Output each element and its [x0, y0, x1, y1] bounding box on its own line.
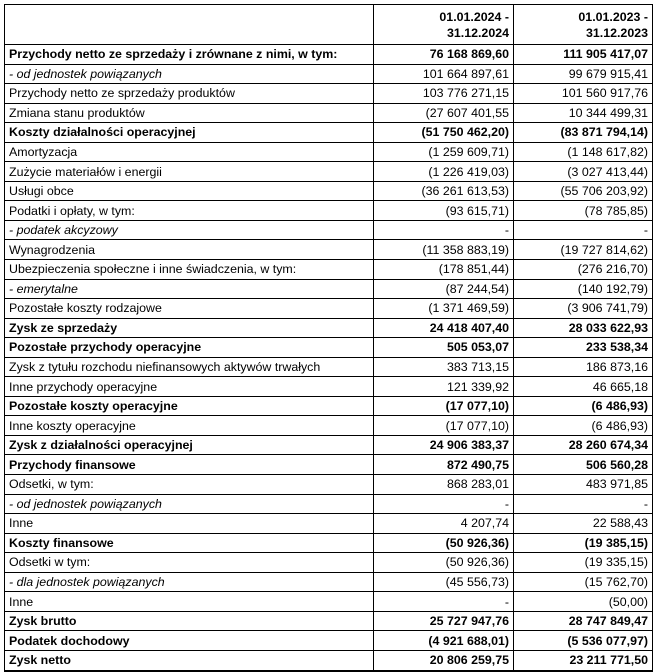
- value-2023: 101 560 917,76: [514, 84, 653, 104]
- value-2024: 24 418 407,40: [374, 318, 514, 338]
- value-2023: (19 727 814,62): [514, 240, 653, 260]
- income-statement-table: [4, 4, 653, 672]
- row-label: Zysk brutto: [5, 611, 374, 631]
- table-row: [5, 553, 653, 573]
- value-2023: 28 033 622,93: [514, 318, 653, 338]
- table-row: [5, 318, 653, 338]
- table-row: [5, 123, 653, 143]
- row-label: Zysk netto: [5, 650, 374, 670]
- value-2024: (1 259 609,71): [374, 142, 514, 162]
- row-label: - od jednostek powiązanych: [5, 64, 374, 84]
- income-statement-body: [5, 5, 653, 671]
- table-row: [5, 103, 653, 123]
- table-row: [5, 611, 653, 631]
- value-2023: (3 906 741,79): [514, 299, 653, 319]
- value-2024: 76 168 869,60: [374, 45, 514, 65]
- value-2024: 20 806 259,75: [374, 650, 514, 670]
- header-period-2023-end: 31.12.2023: [585, 25, 648, 40]
- value-2023: 28 260 674,34: [514, 435, 653, 455]
- row-label: Inne: [5, 514, 374, 534]
- value-2023: 23 211 771,50: [514, 650, 653, 670]
- value-2024: (17 077,10): [374, 396, 514, 416]
- row-label: Amortyzacja: [5, 142, 374, 162]
- table-row: [5, 533, 653, 553]
- row-label: - podatek akcyzowy: [5, 220, 374, 240]
- header-period-2024: [374, 5, 514, 45]
- row-label: Wynagrodzenia: [5, 240, 374, 260]
- table-row: [5, 357, 653, 377]
- value-2023: 111 905 417,07: [514, 45, 653, 65]
- header-period-2023-start: 01.01.2023 -: [578, 9, 648, 24]
- header-period-2024-end: 31.12.2024: [446, 25, 509, 40]
- value-2024: (50 926,36): [374, 553, 514, 573]
- row-label: Przychody finansowe: [5, 455, 374, 475]
- value-2023: 46 665,18: [514, 377, 653, 397]
- row-label: - dla jednostek powiązanych: [5, 572, 374, 592]
- value-2024: (178 851,44): [374, 260, 514, 280]
- table-row: [5, 377, 653, 397]
- value-2023: (15 762,70): [514, 572, 653, 592]
- row-label: Pozostałe koszty operacyjne: [5, 396, 374, 416]
- value-2024: -: [374, 220, 514, 240]
- row-label: Inne: [5, 592, 374, 612]
- table-row: [5, 631, 653, 651]
- value-2023: (19 335,15): [514, 553, 653, 573]
- value-2023: 506 560,28: [514, 455, 653, 475]
- value-2023: -: [514, 494, 653, 514]
- table-row: [5, 514, 653, 534]
- table-row: [5, 592, 653, 612]
- value-2023: (5 536 077,97): [514, 631, 653, 651]
- table-row: [5, 64, 653, 84]
- row-label: Ubezpieczenia społeczne i inne świadczenia, w tym:: [5, 260, 374, 280]
- header-period-2024-start: 01.01.2024 -: [439, 9, 509, 24]
- value-2024: (87 244,54): [374, 279, 514, 299]
- value-2024: 103 776 271,15: [374, 84, 514, 104]
- table-row: [5, 45, 653, 65]
- row-label: Podatki i opłaty, w tym:: [5, 201, 374, 221]
- table-row: [5, 494, 653, 514]
- row-label: - emerytalne: [5, 279, 374, 299]
- row-label: Koszty działalności operacyjnej: [5, 123, 374, 143]
- row-label: Zmiana stanu produktów: [5, 103, 374, 123]
- value-2024: (36 261 613,53): [374, 181, 514, 201]
- value-2024: (1 371 469,59): [374, 299, 514, 319]
- value-2024: 505 053,07: [374, 338, 514, 358]
- value-2024: (17 077,10): [374, 416, 514, 436]
- value-2024: (4 921 688,01): [374, 631, 514, 651]
- value-2023: (140 192,79): [514, 279, 653, 299]
- value-2023: -: [514, 220, 653, 240]
- value-2023: (50,00): [514, 592, 653, 612]
- value-2024: (1 226 419,03): [374, 162, 514, 182]
- value-2024: 101 664 897,61: [374, 64, 514, 84]
- table-row: [5, 181, 653, 201]
- header-row: [5, 5, 653, 45]
- value-2023: 483 971,85: [514, 475, 653, 495]
- value-2023: 28 747 849,47: [514, 611, 653, 631]
- value-2023: (19 385,15): [514, 533, 653, 553]
- value-2023: 10 344 499,31: [514, 103, 653, 123]
- value-2024: 868 283,01: [374, 475, 514, 495]
- row-label: Zużycie materiałów i energii: [5, 162, 374, 182]
- row-label: Pozostałe koszty rodzajowe: [5, 299, 374, 319]
- value-2023: (55 706 203,92): [514, 181, 653, 201]
- table-row: [5, 162, 653, 182]
- row-label: Inne koszty operacyjne: [5, 416, 374, 436]
- row-label: Zysk ze sprzedaży: [5, 318, 374, 338]
- value-2023: (6 486,93): [514, 416, 653, 436]
- value-2024: (11 358 883,19): [374, 240, 514, 260]
- table-row: [5, 201, 653, 221]
- header-period-2023: [514, 5, 653, 45]
- table-row: [5, 260, 653, 280]
- table-row: [5, 84, 653, 104]
- value-2023: (6 486,93): [514, 396, 653, 416]
- value-2024: 121 339,92: [374, 377, 514, 397]
- value-2023: (276 216,70): [514, 260, 653, 280]
- value-2023: 186 873,16: [514, 357, 653, 377]
- table-row: [5, 475, 653, 495]
- row-label: Podatek dochodowy: [5, 631, 374, 651]
- row-label: Przychody netto ze sprzedaży produktów: [5, 84, 374, 104]
- row-label: Usługi obce: [5, 181, 374, 201]
- value-2024: (50 926,36): [374, 533, 514, 553]
- table-row: [5, 396, 653, 416]
- table-row: [5, 435, 653, 455]
- value-2024: -: [374, 592, 514, 612]
- value-2023: 22 588,43: [514, 514, 653, 534]
- row-label: Inne przychody operacyjne: [5, 377, 374, 397]
- table-row: [5, 299, 653, 319]
- table-row: [5, 240, 653, 260]
- table-row: [5, 338, 653, 358]
- row-label: Koszty finansowe: [5, 533, 374, 553]
- row-label: Zysk z działalności operacyjnej: [5, 435, 374, 455]
- table-row: [5, 455, 653, 475]
- value-2024: 872 490,75: [374, 455, 514, 475]
- value-2023: 233 538,34: [514, 338, 653, 358]
- row-label: Przychody netto ze sprzedaży i zrównane z nimi, w tym:: [5, 45, 374, 65]
- row-label: - od jednostek powiązanych: [5, 494, 374, 514]
- row-label: Pozostałe przychody operacyjne: [5, 338, 374, 358]
- value-2024: -: [374, 494, 514, 514]
- table-row: [5, 650, 653, 670]
- value-2024: 4 207,74: [374, 514, 514, 534]
- value-2024: 383 713,15: [374, 357, 514, 377]
- value-2023: (83 871 794,14): [514, 123, 653, 143]
- table-row: [5, 572, 653, 592]
- table-row: [5, 220, 653, 240]
- value-2024: 25 727 947,76: [374, 611, 514, 631]
- row-label: Odsetki, w tym:: [5, 475, 374, 495]
- row-label: Zysk z tytułu rozchodu niefinansowych aktywów trwałych: [5, 357, 374, 377]
- value-2023: (1 148 617,82): [514, 142, 653, 162]
- table-row: [5, 279, 653, 299]
- value-2024: (51 750 462,20): [374, 123, 514, 143]
- value-2023: (78 785,85): [514, 201, 653, 221]
- value-2023: (3 027 413,44): [514, 162, 653, 182]
- header-label-cell: [5, 5, 374, 45]
- value-2024: (45 556,73): [374, 572, 514, 592]
- value-2024: 24 906 383,37: [374, 435, 514, 455]
- table-row: [5, 142, 653, 162]
- value-2023: 99 679 915,41: [514, 64, 653, 84]
- row-label: Odsetki w tym:: [5, 553, 374, 573]
- table-row: [5, 416, 653, 436]
- value-2024: (27 607 401,55: [374, 103, 514, 123]
- value-2024: (93 615,71): [374, 201, 514, 221]
